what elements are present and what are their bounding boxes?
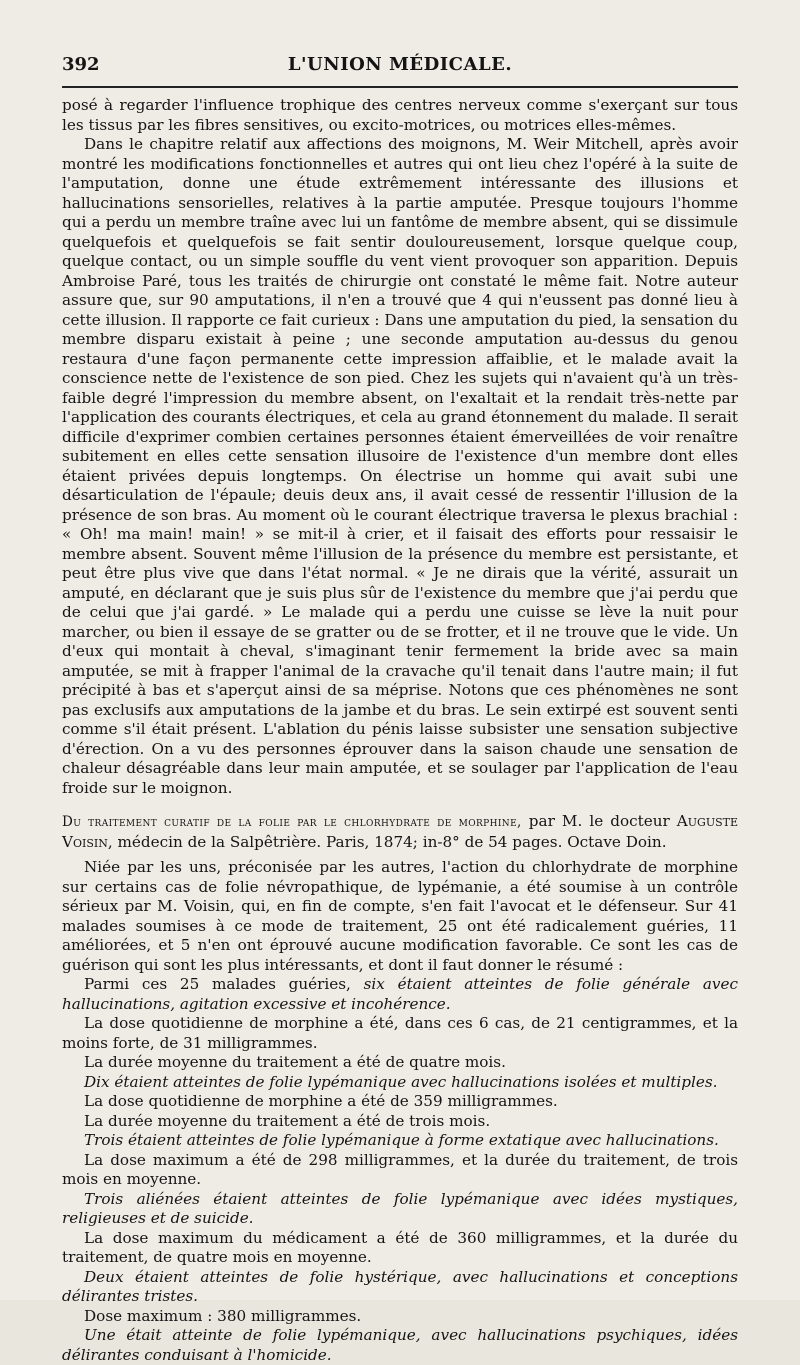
group-1-lead: Parmi ces 25 malades guéries,: [84, 975, 364, 993]
review-title: Du traitement curatif de la folie par le chlorhydrate de morphine,: [62, 814, 522, 830]
review-intro: Niée par les uns, préconisée par les autres, l'action du chlorhydrate de morphine sur certains cas de folie névropathique, de lypémanie, a été soumise à un contrôle sérieux par M. Voisin, qui, en fin de compte, s'en fait l'avocat et le défenseur. Sur 41 malades soumises à ce mode de traitement, 25 ont été radicalement guéries, 11 améliorées, et 5 n'en ont éprouvé aucune modification favorable. Ce sont les cas de guérison qui sont les plus intéressants, et dont il faut donner le résumé :: [62, 858, 738, 974]
review-body: [62, 858, 738, 1365]
page-number: 392: [62, 54, 100, 75]
article-content: [62, 96, 738, 1365]
group-6-description: Une était atteinte de folie lypémanique, avec hallucinations psychiques, idées délirantes conduisant à l'homicide.: [62, 1326, 738, 1364]
group-3-description: Trois étaient atteintes de folie lypémanique à forme extatique avec hallucinations.: [84, 1131, 719, 1149]
header-rule: [62, 86, 738, 88]
group-5-dose: Dose maximum : 380 milligrammes.: [84, 1306, 362, 1325]
group-2-duration: La durée moyenne du traitement a été de trois mois.: [84, 1111, 491, 1130]
review-byline-part-1: par M. le docteur: [521, 812, 677, 830]
review-heading: [62, 812, 738, 852]
group-5-description: Deux étaient atteintes de folie hystérique, avec hallucinations et conceptions délirantes tristes.: [62, 1267, 738, 1305]
group-1-dose: La dose quotidienne de morphine a été, dans ces 6 cas, de 21 centigrammes, et la moins forte, de 31 milligrammes.: [62, 1014, 738, 1052]
paragraph-continuation: posé à regarder l'influence trophique des centres nerveux comme s'exerçant sur tous les tissus par les fibres sensitives, ou excito-motrices, ou motrices elles-mêmes.: [62, 96, 738, 134]
group-1-duration: La durée moyenne du traitement a été de quatre mois.: [84, 1053, 506, 1071]
page-header: [62, 50, 738, 82]
running-title: L'UNION MÉDICALE.: [287, 54, 513, 75]
group-3-dose: La dose maximum a été de 298 milligrammes, et la durée du traitement, de trois mois en moyenne.: [62, 1150, 738, 1188]
review-author: Auguste Voisin: [62, 812, 738, 851]
paragraph-weir-mitchell: Dans le chapitre relatif aux affections des moignons, M. Weir Mitchell, après avoir montré les modifications fonctionnelles et autres qui ont lieu chez l'opéré à la suite de l'amputation, donne une étude extrêmement intéressante des illusions et hallucinations sensorielles, relatives à la partie amputée. Presque toujours l'homme qui a perdu un membre traîne avec lui un fantôme de membre absent, qui se dissimule quelquefois et quelquefois se fait sentir douloureusement, lorsque quelque coup, quelque contact, ou un simple souffle du vent vient provoquer son apparition. Depuis Ambroise Paré, tous les traités de chirurgie ont constaté le même fait. Notre auteur assure que, sur 90 amputations, il n'en a trouvé que 4 qui n'eussent pas donné lieu à cette illusion. Il rapporte ce fait curieux : Dans une amputation du pied, la sensation du membre disparu existait à peine ; une seconde amputation au-dessus du genou restaura d'une façon permanente cette impression affaiblie, et le malade avait la conscience nette de l'existence de son pied. Chez les sujets qui n'avaient qu'à un très-faible degré l'impression du membre absent, on l'exaltait et la rendait très-nette par l'application des courants électriques, et cela au grand étonnement du malade. Il serait difficile d'exprimer combien certaines personnes étaient émerveillées de voir renaître subitement en elles cette sensation illusoire de l'existence d'un membre dont elles étaient privées depuis longtemps. On électrise un homme qui avait subi une désarticulation de l'épaule; deuis deux ans, il avait cessé de ressentir l'illusion de la présence de son bras. Au moment où le courant électrique traversa le plexus brachial : « Oh! ma main! main! » se mit-il à crier, et il faisait des efforts pour ressaisir le membre absent. Souvent même l'illusion de la présence du membre est persistante, et peut être plus vive que dans l'état normal. « Je ne dirais que la vérité, assurait un amputé, en déclarant que je suis plus sûr de l'existence du membre que j'ai perdu que de celui que j'ai gardé. » Le malade qui a perdu une cuisse se lève la nuit pour marcher, ou bien il essaye de se gratter ou de se frotter, et il ne trouve que le vide. Un d'eux qui montait à cheval, s'imaginant tenir fermement la bride avec sa main amputée, se mit à frapper l'animal de la cravache qu'il tenait dans l'autre main; il fut précipité à bas et s'aperçut ainsi de sa méprise. Notons que ces phénomènes ne sont pas exclusifs aux amputations de la jambe et du bras. Le sein extirpé est souvent senti comme s'il était présent. L'ablation du pénis laisse subsister une sensation subjective d'érection. On a vu des personnes éprouver dans la saison chaude une sensation de chaleur désagréable dans leur main amputée, et se soulager par l'application de l'eau froide sur le moignon.: [62, 135, 738, 797]
group-1-description: six étaient atteintes de folie générale avec hallucinations, agitation excessive et incohérence.: [62, 975, 739, 1013]
review-byline-part-2: , médecin de la Salpêtrière. Paris, 1874; in-8° de 54 pages. Octave Doin.: [107, 832, 667, 851]
group-4-dose: La dose maximum du médicament a été de 360 milligrammes, et la durée du traitement, de quatre mois en moyenne.: [62, 1228, 738, 1266]
group-4-description: Trois aliénées étaient atteintes de folie lypémanique avec idées mystiques, religieuses et de suicide.: [62, 1189, 738, 1227]
group-1-heading: [62, 975, 738, 1014]
book-review: [62, 812, 738, 1365]
group-2-dose: La dose quotidienne de morphine a été de 359 milligrammes.: [84, 1092, 558, 1110]
group-2-description: Dix étaient atteintes de folie lypémanique avec hallucinations isolées et multiples.: [84, 1072, 718, 1091]
